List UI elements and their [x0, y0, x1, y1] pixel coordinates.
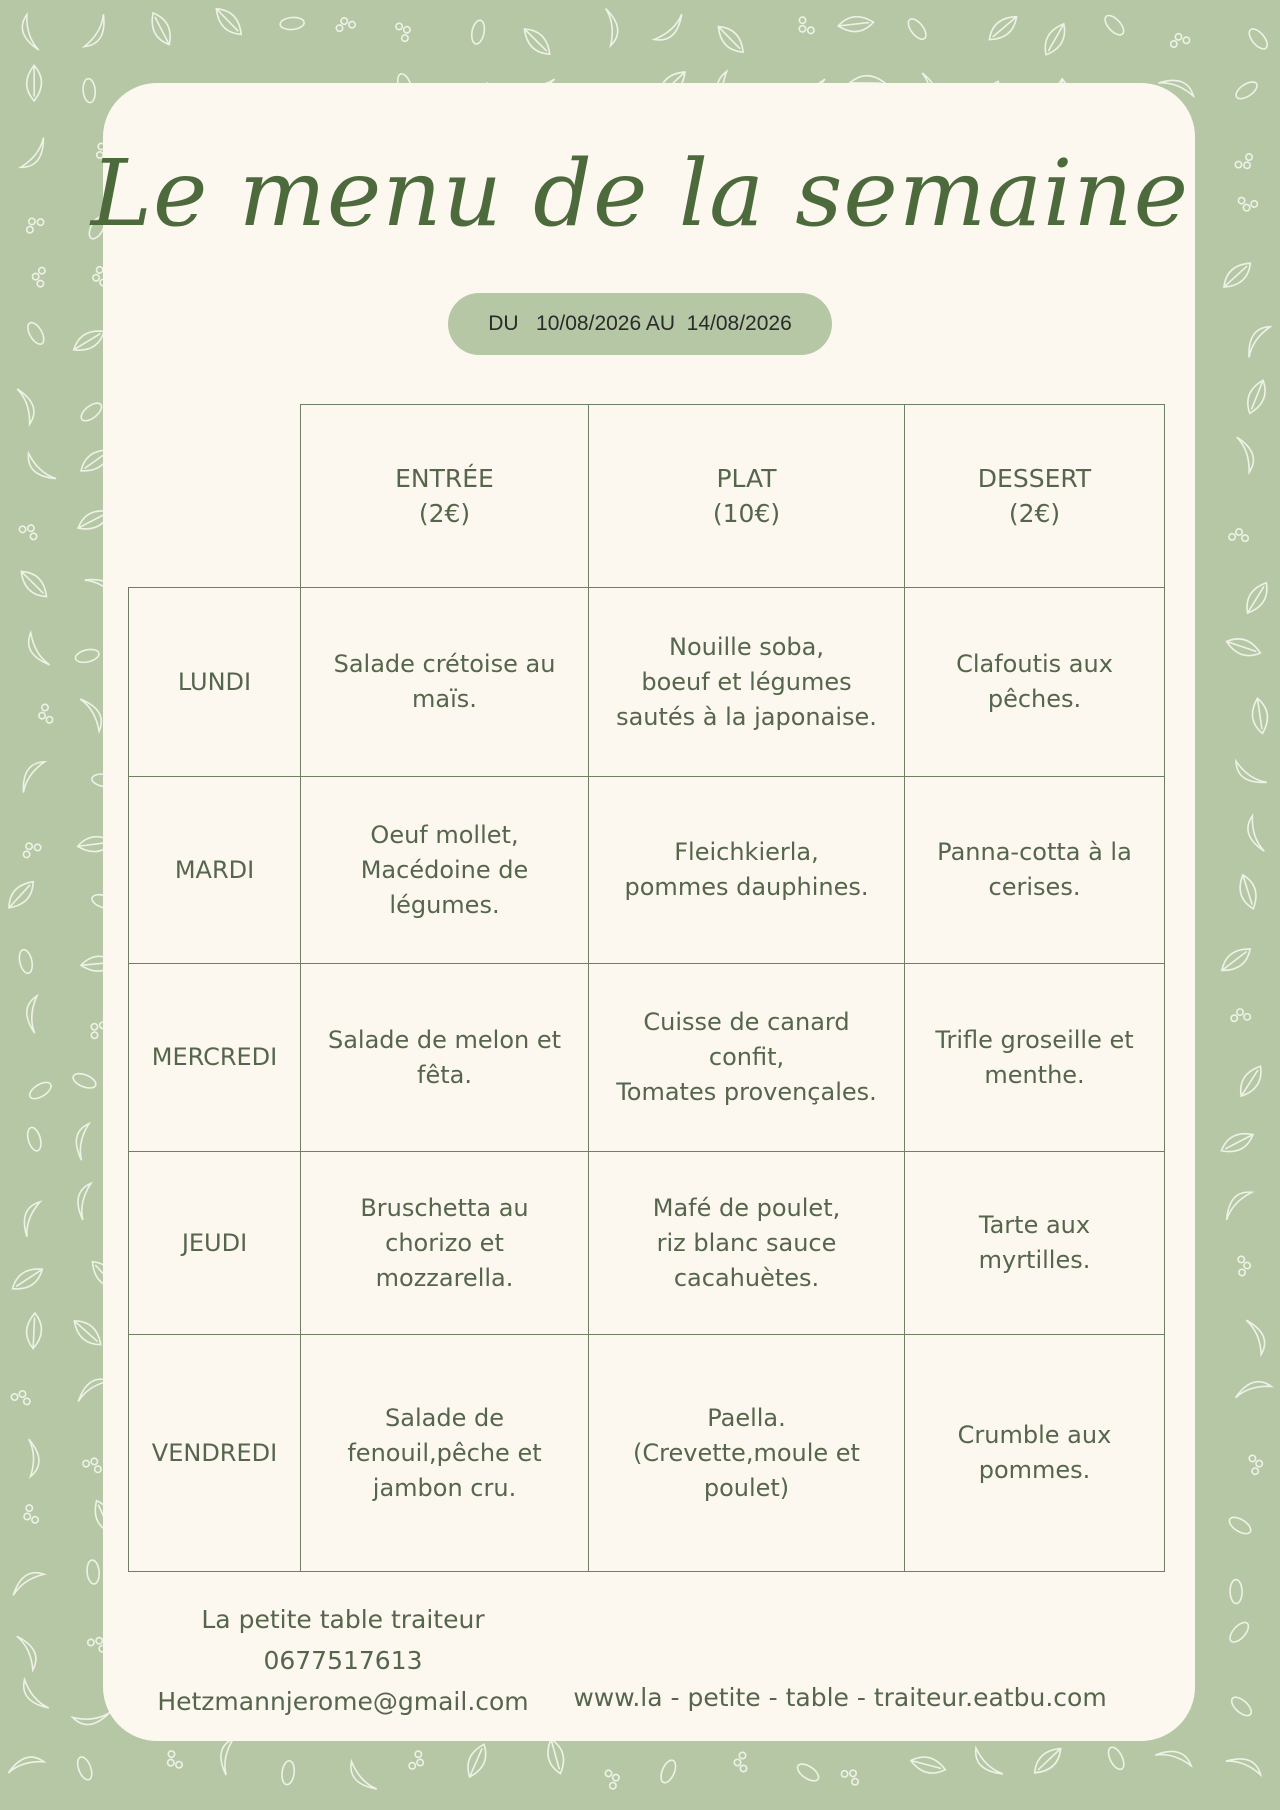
- leaf-icon: [21, 569, 46, 599]
- banana-icon: [1219, 1188, 1258, 1220]
- dessert-cell: Trifle groseille et menthe.: [905, 964, 1165, 1152]
- leaf-icon: [216, 7, 241, 37]
- banana-icon: [20, 994, 46, 1033]
- plat-cell: Nouille soba, boeuf et légumes sautés à la japonaise.: [589, 588, 905, 777]
- bean-icon: [27, 1079, 54, 1102]
- banana-icon: [1226, 1749, 1264, 1783]
- bean-icon: [1227, 1619, 1252, 1645]
- entree-cell: Salade crétoise au maïs.: [301, 588, 589, 777]
- bean-icon: [75, 1755, 95, 1782]
- banana-icon: [213, 1736, 243, 1775]
- dots-icon: [19, 839, 42, 859]
- dots-icon: [395, 20, 414, 43]
- dots-icon: [1231, 1009, 1251, 1022]
- banana-icon: [21, 1439, 44, 1477]
- dots-icon: [10, 1387, 33, 1406]
- leaf-icon: [540, 1739, 571, 1773]
- leaf-icon: [1227, 629, 1261, 664]
- banana-icon: [1237, 436, 1255, 473]
- leaf-icon: [838, 7, 873, 40]
- dessert-cell: Crumble aux pommes.: [905, 1335, 1165, 1572]
- banana-icon: [1246, 1318, 1266, 1356]
- banana-icon: [601, 9, 621, 47]
- dots-icon: [794, 15, 815, 38]
- entree-cell: Salade de fenouil,pêche et jambon cru.: [301, 1335, 589, 1572]
- column-header-plat: PLAT (10€): [589, 405, 905, 588]
- banana-icon: [72, 1708, 110, 1728]
- leaf-icon: [524, 26, 549, 56]
- banana-icon: [1247, 815, 1264, 852]
- day-label: MERCREDI: [129, 964, 301, 1152]
- leaf-icon: [6, 882, 37, 908]
- banana-icon: [17, 1634, 38, 1672]
- menu-table: [128, 404, 1165, 1572]
- banana-icon: [1239, 323, 1276, 358]
- dots-icon: [840, 1765, 863, 1787]
- bean-icon: [795, 1761, 822, 1784]
- bean-icon: [82, 78, 96, 103]
- dots-icon: [31, 266, 47, 287]
- dots-icon: [18, 520, 41, 542]
- bean-icon: [25, 320, 47, 347]
- bean-icon: [71, 1071, 98, 1091]
- bean-icon: [74, 647, 100, 664]
- entree-cell: Oeuf mollet, Macédoine de légumes.: [301, 777, 589, 964]
- contact-block: [148, 1599, 538, 1722]
- leaf-icon: [1033, 1749, 1063, 1773]
- column-header-dessert: DESSERT (2€): [905, 405, 1165, 588]
- table-row: [129, 777, 1165, 964]
- leaf-icon: [459, 1744, 494, 1777]
- plat-cell: Cuisse de canard confit, Tomates provençales.: [589, 964, 905, 1152]
- leaf-icon: [1234, 1066, 1268, 1096]
- leaf-icon: [1239, 380, 1274, 413]
- bean-icon: [86, 1560, 100, 1585]
- bean-icon: [1227, 1514, 1254, 1537]
- corner-cell: [129, 405, 301, 588]
- dots-icon: [1228, 527, 1249, 543]
- bean-icon: [281, 1760, 296, 1785]
- day-label: MARDI: [129, 777, 301, 964]
- bean-icon: [1105, 1745, 1127, 1772]
- website-link[interactable]: www.la - petite - table - traiteur.eatbu.com: [573, 1683, 1107, 1712]
- dots-icon: [335, 16, 356, 32]
- plat-cell: Paella. (Crevette,moule et poulet): [589, 1335, 905, 1572]
- leaf-icon: [1233, 875, 1264, 909]
- leaf-icon: [74, 1317, 101, 1348]
- leaf-icon: [1222, 948, 1250, 970]
- leaf-icon: [1243, 698, 1276, 733]
- banana-icon: [22, 14, 39, 51]
- table-row: [129, 1152, 1165, 1335]
- day-label: JEUDI: [129, 1152, 301, 1335]
- entree-cell: Salade de melon et fêta.: [301, 964, 589, 1152]
- bean-icon: [78, 400, 104, 424]
- banana-icon: [1155, 1742, 1194, 1774]
- entree-cell: Bruschetta au chorizo et mozzarella.: [301, 1152, 589, 1335]
- banana-icon: [650, 14, 689, 44]
- bean-icon: [905, 16, 929, 42]
- day-label: LUNDI: [129, 588, 301, 777]
- plat-cell: Mafé de poulet, riz blanc sauce cacahuètes.: [589, 1152, 905, 1335]
- dessert-cell: Tarte aux myrtilles.: [905, 1152, 1165, 1335]
- phone-number[interactable]: 0677517613: [263, 1646, 423, 1675]
- bean-icon: [1230, 1579, 1242, 1603]
- banana-icon: [8, 1569, 47, 1595]
- leaf-icon: [911, 1747, 945, 1783]
- banana-icon: [69, 1181, 99, 1220]
- leaf-icon: [13, 1267, 43, 1291]
- banana-icon: [14, 758, 51, 793]
- dessert-cell: Clafoutis aux pêches.: [905, 588, 1165, 777]
- banana-icon: [8, 1757, 45, 1773]
- banana-icon: [972, 1743, 1004, 1782]
- banana-icon: [24, 448, 56, 487]
- page-title: Le menu de la semaine: [90, 140, 1190, 247]
- leaf-icon: [1221, 1129, 1253, 1156]
- dots-icon: [605, 1768, 622, 1790]
- bean-icon: [25, 1126, 43, 1152]
- dessert-cell: Panna-cotta à la cerises.: [905, 777, 1165, 964]
- leaf-icon: [74, 328, 104, 353]
- banana-icon: [15, 1199, 48, 1237]
- leaf-icon: [17, 1313, 52, 1349]
- header-row: [129, 405, 1165, 588]
- column-header-entree: ENTRÉE (2€): [301, 405, 589, 588]
- bean-icon: [280, 16, 305, 30]
- banana-icon: [1235, 1381, 1272, 1397]
- bean-icon: [1246, 26, 1271, 52]
- table-row: [129, 1335, 1165, 1572]
- banana-icon: [20, 1675, 49, 1714]
- table-row: [129, 964, 1165, 1152]
- leaf-icon: [1222, 263, 1251, 287]
- date-range-badge: DU 10/08/2026 AU 14/08/2026: [448, 293, 832, 355]
- leaf-icon: [1038, 24, 1072, 55]
- dots-icon: [20, 1504, 39, 1527]
- banana-icon: [78, 14, 114, 50]
- bean-icon: [1233, 79, 1260, 102]
- day-label: VENDREDI: [129, 1335, 301, 1572]
- dots-icon: [163, 1749, 184, 1772]
- dots-icon: [1238, 1256, 1251, 1276]
- dots-icon: [407, 1750, 428, 1773]
- business-name: La petite table traiteur: [201, 1605, 485, 1634]
- banana-icon: [1232, 755, 1267, 792]
- bean-icon: [658, 1758, 678, 1785]
- bean-icon: [17, 948, 34, 974]
- leaf-icon: [718, 24, 743, 54]
- leaf-icon: [989, 17, 1018, 40]
- banana-icon: [26, 630, 50, 669]
- banana-icon: [68, 1121, 98, 1160]
- bean-icon: [1229, 1694, 1255, 1719]
- leaf-icon: [1240, 583, 1274, 613]
- dots-icon: [82, 1454, 105, 1474]
- bean-icon: [470, 19, 486, 45]
- dots-icon: [734, 1752, 746, 1771]
- email-link[interactable]: Hetzmannjerome@gmail.com: [157, 1687, 529, 1716]
- plat-cell: Fleichkierla, pommes dauphines.: [589, 777, 905, 964]
- dots-icon: [36, 703, 53, 725]
- banana-icon: [80, 695, 104, 734]
- leaf-icon: [17, 65, 52, 101]
- table-row: [129, 588, 1165, 777]
- leaf-icon: [148, 13, 175, 45]
- bean-icon: [1102, 12, 1127, 38]
- banana-icon: [347, 1757, 377, 1796]
- dots-icon: [1169, 32, 1191, 48]
- dots-icon: [1249, 1454, 1264, 1475]
- banana-icon: [17, 388, 35, 425]
